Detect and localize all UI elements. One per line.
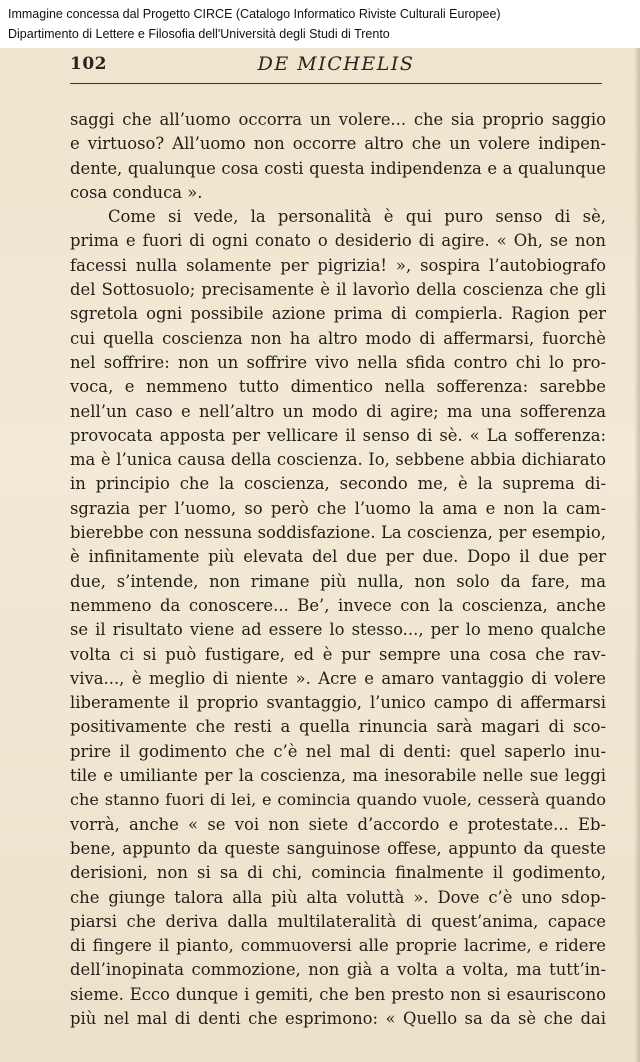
text-line: piarsi che deriva dalla multilateralità di quest’anima, capace: [70, 911, 606, 931]
text-line: Come si vede, la personalità è qui puro senso di sè,: [108, 207, 606, 227]
text-line: ma è l’unica causa della coscienza. Io, sebbene abbia dichiarato: [70, 450, 606, 470]
text-line: liberamente il proprio svantaggio, l’unico campo di affermarsi: [70, 693, 606, 713]
text-line: cui quella coscienza non ha altro modo di affermarsi, fuorchè: [70, 328, 606, 348]
text-line: bierebbe con nessuna soddisfazione. La coscienza, per esempio,: [70, 523, 606, 543]
text-line: prima e fuori di ogni conato o desiderio di agire. « Oh, se non: [70, 231, 606, 251]
body-text: [70, 108, 606, 1031]
scanned-page: [0, 48, 640, 1062]
text-line: più nel mal di denti che esprimono: « Quello sa da sè che dai: [70, 1008, 606, 1028]
banner-line-2: Dipartimento di Lettere e Filosofia dell'Università degli Studi di Trento: [8, 27, 390, 41]
text-line: nell’un caso e nell’altro un modo di agire; ma una sofferenza: [70, 401, 606, 421]
text-line: se il risultato viene ad essere lo stesso..., per lo meno qualche: [70, 620, 606, 640]
text-line: voca, e nemmeno tutto dimentico nella sofferenza: sarebbe: [70, 377, 606, 397]
text-line: derisioni, non si sa di chi, comincia finalmente il godimento,: [70, 863, 606, 883]
text-line: del Sottosuolo; precisamente è il lavorìo della coscienza che gli: [70, 280, 606, 300]
header-rule: [70, 83, 602, 84]
text-line: che stanno fuori di lei, e comincia quando vuole, cesserà quando: [70, 790, 606, 810]
text-line: dell’inopinata commozione, non già a volta a volta, ma tutt’in-: [70, 960, 606, 980]
text-line: saggi che all’uomo occorra un volere... che sia proprio saggio: [70, 110, 606, 129]
page-edge-shadow: [634, 48, 640, 1062]
text-line: viva..., è meglio di niente ». Acre e amaro vantaggio di volere: [70, 668, 606, 688]
text-line: vorrà, anche « se voi non siete d’accordo e protestate... Eb-: [70, 814, 606, 834]
text-line: e virtuoso? All’uomo non occorre altro che un volere indipen-: [70, 134, 606, 154]
banner-line-1: Immagine concessa dal Progetto CIRCE (Catalogo Informatico Riviste Culturali Europee): [8, 7, 501, 21]
text-line: provocata apposta per vellicare il senso di sè. « La sofferenza:: [70, 425, 606, 445]
text-line: prire il godimento che c’è nel mal di denti: quel saperlo inu-: [70, 741, 606, 761]
text-line: sgretola ogni possibile azione prima di compierla. Ragion per: [70, 304, 606, 324]
text-line: cosa conduca ».: [70, 182, 203, 202]
text-line: tile e umiliante per la coscienza, ma inesorabile nelle sue leggi: [70, 766, 606, 786]
running-title: DE MICHELIS: [257, 53, 415, 75]
text-line: due, s’intende, non rimane più nulla, non solo da fare, ma: [70, 571, 606, 591]
text-line: nemmeno da conoscere... Be’, invece con la coscienza, anche: [70, 595, 606, 615]
text-line: di fingere il pianto, commuoversi alle proprie lacrime, e ridere: [70, 936, 606, 956]
text-line: sgrazia per l’uomo, so però che l’uomo la ama e non la cam-: [70, 498, 606, 518]
text-line: nel soffrire: non un soffrire vivo nella sfida contro chi lo pro-: [70, 352, 606, 372]
text-line: bene, appunto da queste sanguinose offese, appunto da queste: [70, 838, 606, 858]
text-line: è infinitamente più elevata del due per due. Dopo il due per: [70, 547, 606, 567]
text-line: volta ci si può fustigare, ed è pur sempre una cosa che rav-: [70, 644, 606, 664]
running-head: [70, 52, 602, 82]
text-line: dente, qualunque cosa costi questa indipendenza e a qualunque: [70, 158, 606, 178]
text-line: sieme. Ecco dunque i gemiti, che ben presto non si esauriscono: [70, 984, 606, 1004]
copyright-banner: [0, 0, 640, 48]
text-line: che giunge talora alla più alta voluttà ». Dove c’è uno sdop-: [70, 887, 606, 907]
text-line: in principio che la coscienza, secondo me, è la suprema di-: [70, 474, 606, 494]
page-number: 102: [70, 54, 107, 74]
text-line: facessi nulla solamente per pigrizia! », sospira l’autobiografo: [70, 255, 606, 275]
text-line: positivamente che resti a quella rinuncia sarà magari di sco-: [70, 717, 606, 737]
